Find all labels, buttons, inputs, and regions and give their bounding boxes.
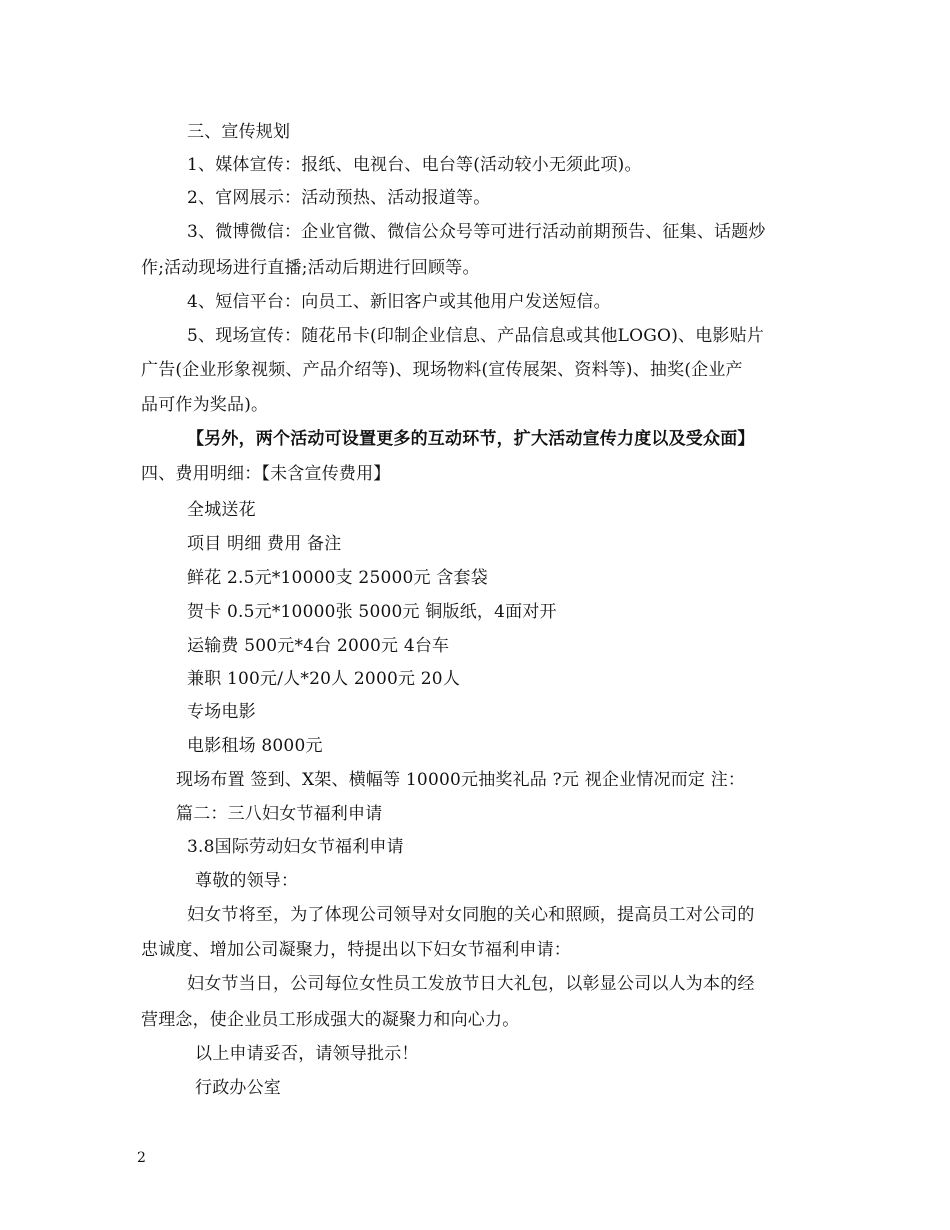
text-line: 作;活动现场进行直播;活动后期进行回顾等。 xyxy=(141,258,480,278)
cost-row: 鲜花 2.5元*10000支 25000元 含套袋 xyxy=(187,568,488,588)
text-line: 忠诚度、增加公司凝聚力，特提出以下妇女节福利申请： xyxy=(141,940,571,960)
section-heading-part-two: 篇二：三八妇女节福利申请 xyxy=(176,804,383,824)
subheading-citywide-flowers: 全城送花 xyxy=(187,500,256,520)
cost-row: 贺卡 0.5元*10000张 5000元 铜版纸，4面对开 xyxy=(187,602,557,622)
letter-title: 3.8国际劳动妇女节福利申请 xyxy=(187,837,404,857)
cost-table-header: 项目 明细 费用 备注 xyxy=(187,534,342,554)
cost-row: 现场布置 签到、X架、横幅等 10000元抽奖礼品 ?元 视企业情况而定 注： xyxy=(176,770,746,790)
letter-closing: 以上申请妥否，请领导批示！ xyxy=(195,1044,419,1064)
section-heading-costs: 四、费用明细：【未含宣传费用】 xyxy=(141,464,391,484)
text-line: 品可作为奖品)。 xyxy=(141,395,269,415)
text-line: 妇女节将至，为了体现公司领导对女同胞的关心和照顾，提高员工对公司的 xyxy=(187,905,755,925)
text-line: 营理念，使企业员工形成强大的凝聚力和向心力。 xyxy=(141,1010,520,1030)
text-line: 广告(企业形象视频、产品介绍等)、现场物料(宣传展架、资料等)、抽奖(企业产 xyxy=(141,360,743,380)
section-heading-publicity: 三、宣传规划 xyxy=(187,122,291,142)
subheading-special-screening: 专场电影 xyxy=(187,702,256,722)
text-line: 1、媒体宣传：报纸、电视台、电台等(活动较小无须此项)。 xyxy=(187,155,642,175)
page-number: 2 xyxy=(137,1150,146,1166)
letter-signature: 行政办公室 xyxy=(195,1078,281,1098)
text-line: 5、现场宣传：随花吊卡(印制企业信息、产品信息或其他LOGO)、电影贴片 xyxy=(187,326,765,346)
cost-row: 运输费 500元*4台 2000元 4台车 xyxy=(187,636,450,656)
text-line: 妇女节当日，公司每位女性员工发放节日大礼包，以彰显公司以人为本的经 xyxy=(187,974,755,994)
letter-salutation: 尊敬的领导： xyxy=(195,871,299,891)
emphasis-note: 【另外，两个活动可设置更多的互动环节，扩大活动宣传力度以及受众面】 xyxy=(187,429,755,449)
cost-row: 电影租场 8000元 xyxy=(187,736,323,756)
cost-row: 兼职 100元/人*20人 2000元 20人 xyxy=(187,669,461,689)
text-line: 2、官网展示：活动预热、活动报道等。 xyxy=(187,188,491,208)
text-line: 3、微博微信：企业官微、微信公众号等可进行活动前期预告、征集、话题炒 xyxy=(187,222,766,242)
text-line: 4、短信平台：向员工、新旧客户或其他用户发送短信。 xyxy=(187,292,611,312)
